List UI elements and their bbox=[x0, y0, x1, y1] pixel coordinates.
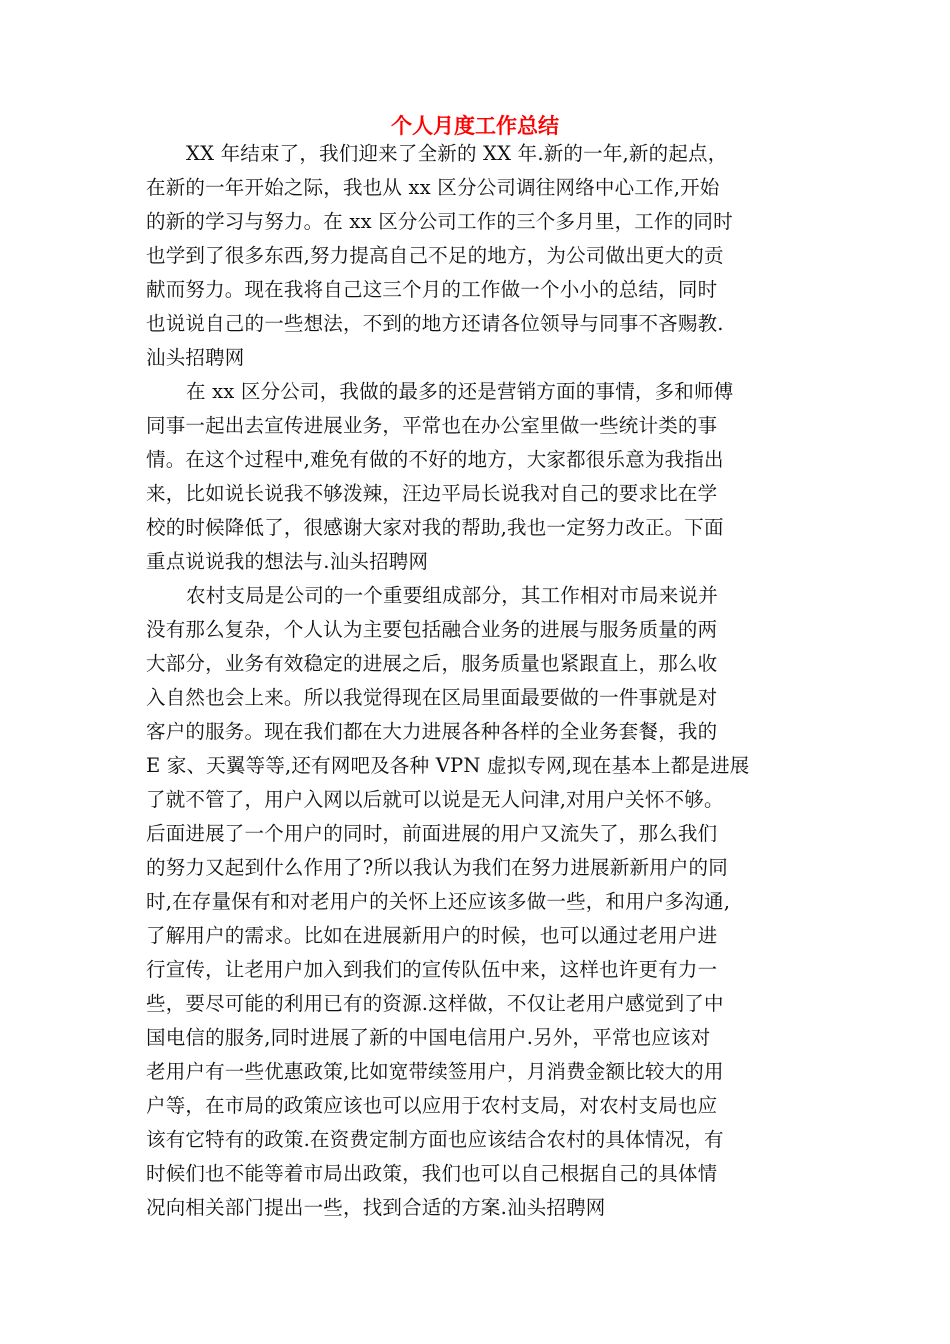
paragraph-line: 的努力又起到什么作用了?所以我认为我们在努力进展新新用户的同 bbox=[146, 856, 728, 879]
paragraph-line: 行宣传，让老用户加入到我们的宣传队伍中来，这样也许更有力一 bbox=[146, 958, 718, 981]
document-title: 个人月度工作总结 bbox=[391, 114, 559, 138]
paragraph-line: 该有它特有的政策.在资费定制方面也应该结合农村的具体情况，有 bbox=[146, 1128, 724, 1151]
paragraph-line: 情。在这个过程中,难免有做的不好的地方，大家都很乐意为我指出 bbox=[146, 448, 724, 471]
paragraph-line: 的新的学习与努力。在 xx 区分公司工作的三个多月里，工作的同时 bbox=[146, 210, 733, 233]
paragraph-line: 没有那么复杂，个人认为主要包括融合业务的进展与服务质量的两 bbox=[146, 618, 718, 641]
paragraph-1 bbox=[146, 137, 810, 375]
paragraph-3 bbox=[146, 579, 810, 1225]
paragraph-line: 了就不管了，用户入网以后就可以说是无人问津,对用户关怀不够。 bbox=[146, 788, 724, 811]
paragraph-line: XX 年结束了，我们迎来了全新的 XX 年.新的一年,新的起点， bbox=[186, 142, 728, 165]
paragraph-line: 同事一起出去宣传进展业务，平常也在办公室里做一些统计类的事 bbox=[146, 414, 718, 437]
paragraph-line: 时候们也不能等着市局出政策，我们也可以自己根据自己的具体情 bbox=[146, 1162, 718, 1185]
paragraph-line: 来，比如说长说我不够泼辣，汪边平局长说我对自己的要求比在学 bbox=[146, 482, 718, 505]
paragraph-line: E 家、天翼等等,还有网吧及各种 VPN 虚拟专网,现在基本上都是进展 bbox=[146, 754, 750, 777]
paragraph-line: 大部分，业务有效稳定的进展之后，服务质量也紧跟直上，那么收 bbox=[146, 652, 718, 675]
paragraph-line: 老用户有一些优惠政策,比如宽带续签用户，月消费金额比较大的用 bbox=[146, 1060, 724, 1083]
paragraph-line: 校的时候降低了，很感谢大家对我的帮助,我也一定努力改正。下面 bbox=[146, 516, 724, 539]
paragraph-line: 重点说说我的想法与.汕头招聘网 bbox=[146, 550, 429, 573]
paragraph-line: 后面进展了一个用户的同时，前面进展的用户又流失了，那么我们 bbox=[146, 822, 718, 845]
paragraph-line: 些，要尽可能的利用已有的资源.这样做，不仅让老用户感觉到了中 bbox=[146, 992, 724, 1015]
paragraph-line: 献而努力。现在我将自己这三个月的工作做一个小小的总结，同时 bbox=[146, 278, 718, 301]
paragraph-line: 时,在存量保有和对老用户的关怀上还应该多做一些，和用户多沟通, bbox=[146, 890, 731, 913]
paragraph-line: 也学到了很多东西,努力提高自己不足的地方，为公司做出更大的贡 bbox=[146, 244, 724, 267]
paragraph-line: 入自然也会上来。所以我觉得现在区局里面最要做的一件事就是对 bbox=[146, 686, 718, 709]
paragraph-line: 客户的服务。现在我们都在大力进展各种各样的全业务套餐，我的 bbox=[146, 720, 718, 743]
paragraph-line: 了解用户的需求。比如在进展新用户的时候，也可以通过老用户进 bbox=[146, 924, 718, 947]
paragraph-line: 国电信的服务,同时进展了新的中国电信用户.另外，平常也应该对 bbox=[146, 1026, 711, 1049]
paragraph-2 bbox=[146, 375, 810, 579]
paragraph-line: 况向相关部门提出一些，找到合适的方案.汕头招聘网 bbox=[146, 1196, 606, 1219]
paragraph-line: 在新的一年开始之际，我也从 xx 区分公司调往网络中心工作,开始 bbox=[146, 176, 720, 199]
paragraph-line: 也说说自己的一些想法，不到的地方还请各位领导与同事不吝赐教. bbox=[146, 312, 724, 335]
paragraph-line: 农村支局是公司的一个重要组成部分，其工作相对市局来说并 bbox=[186, 584, 718, 607]
paragraph-line: 在 xx 区分公司，我做的最多的还是营销方面的事情，多和师傅 bbox=[186, 380, 734, 403]
document-body bbox=[146, 137, 810, 1225]
paragraph-line: 户等，在市局的政策应该也可以应用于农村支局，对农村支局也应 bbox=[146, 1094, 718, 1117]
paragraph-line: 汕头招聘网 bbox=[146, 346, 245, 369]
